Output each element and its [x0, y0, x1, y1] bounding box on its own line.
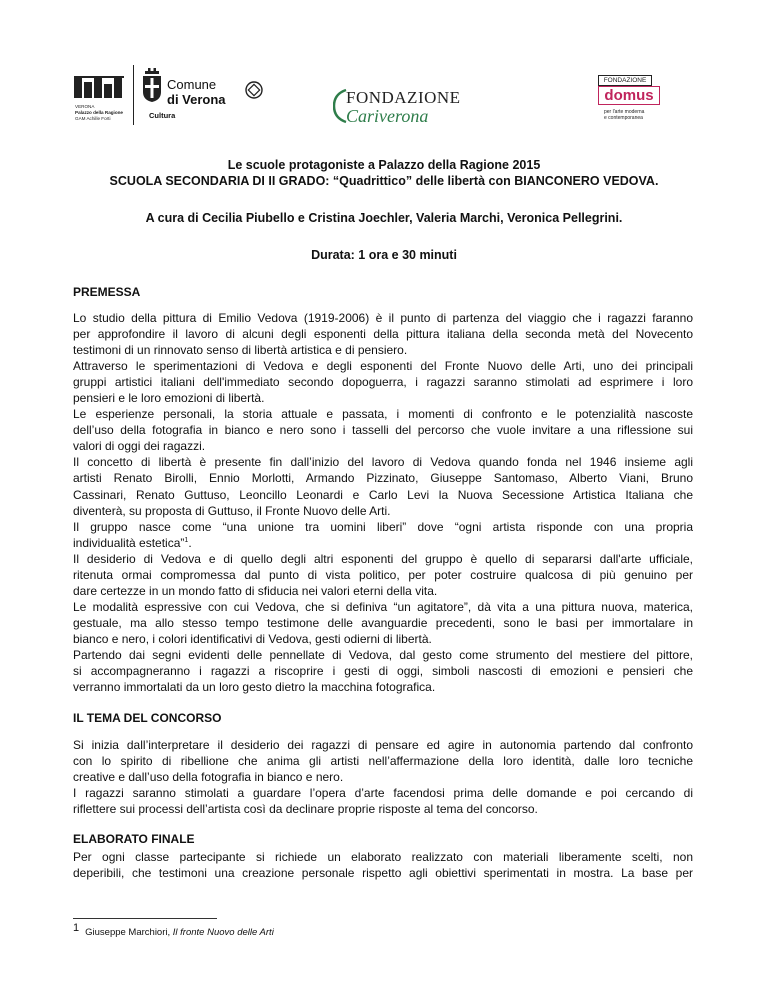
document-title: Le scuole protagoniste a Palazzo della Ragione 2015 — [227, 158, 541, 172]
document-subtitle: SCUOLA SECONDARIA DI II GRADO: “Quadrittico” delle libertà con BIANCONERO VEDOVA. — [109, 174, 659, 188]
footnote — [73, 922, 274, 938]
palazzo-della-ragione-mark-icon — [74, 76, 124, 98]
cariverona-wordmark: Cariverona — [346, 106, 429, 126]
unesco-heritage-icon — [245, 81, 263, 99]
fondazione-cariverona-logo — [333, 88, 483, 128]
premessa-heading: PREMESSA — [73, 285, 141, 299]
cariverona-mark-icon — [333, 88, 347, 124]
fondazione-domus-logo — [598, 72, 658, 132]
curators-line: A cura di Cecilia Piubello e Cristina Joechler, Valeria Marchi, Veronica Pellegrini. — [145, 211, 623, 225]
footnote-title: Il fronte Nuovo delle Arti — [172, 927, 274, 939]
footnote-ref[interactable]: 1 — [184, 536, 189, 544]
logo-divider — [133, 65, 134, 125]
tema-paragraph: Si inizia dall’interpretare il desiderio dei ragazzi di pensare ed agire in autonomia partendo dal confronto con lo spirito di ribellione che anima gli artisti nell’affermazione della loro identità, dalle loro tecniche creative e dall’uso della fotografia in bianco e nero. I ragazzi saranno stimolati a guardare l’opera d’arte facendosi prima delle domande e poi cercando di riflettere sui processi dell’artista così da declinare proprie risposte al tema del concorso. — [73, 738, 693, 817]
elaborato-heading: ELABORATO FINALE — [73, 832, 195, 846]
domus-fondazione-label: FONDAZIONE — [598, 75, 652, 86]
duration-line: Durata: 1 ora e 30 minuti — [311, 248, 457, 262]
domus-tagline: per l'arte moderna e contemporanea — [604, 109, 645, 121]
comune-di-verona-logo — [70, 62, 260, 132]
premessa-paragraph: Lo studio della pittura di Emilio Vedova (1919-2006) è il punto di partenza del viaggio che i ragazzi faranno per approfondire il lavoro di alcuni degli esponenti della pittura italiana della seconda metà del Novecento testimoni di un rinnovato senso di libertà artistica e di pensiero. Attraverso le sperimentazioni di Vedova e degli esponenti del Fronte Nuovo delle Arti, uno dei principali gruppi artistici italiani dell'immediato secondo dopoguerra, i ragazzi saranno stimolati ad esprimere i loro pensieri e le loro emozioni di libertà. Le esperienze personali, la storia attuale e passata, i momenti di confronto e le potenzialità nascoste dell’uso della fotografia in bianco e nero sono i tasselli del percorso che vuole invitare a una riflessione sui valori di oggi dei ragazzi. Il concetto di libertà è presente fin dall’inizio del lavoro di Vedova quando fonda nel 1946 insieme agli artisti Renato Birolli, Ennio Morlotti, Armando Pizzinato, Giuseppe Santomaso, Alberto Viani, Bruno Cassinari, Renato Guttuso, Leoncillo Leonardi e Carlo Levi la Nuova Secessione Artistica Italiana che diventerà, su proposta di Guttuso, il Fronte Nuovo delle Arti. Il gruppo nasce come “una unione tra uomini liberi” dove “ogni artista risponde con una propria individualità estetica”$^1$. Il desiderio di Vedova e di quello degli altri esponenti del gruppo è quello di separarsi dall'arte ufficiale, ritenuta ormai compromessa dal punto di vista politico, per poter costruire qualcosa di più genuino per dare certezze in un mondo fatto di sfiducia nei valori eterni della vita. Le modalità espressive con cui Vedova, che si definiva “un agitatore”, dà vita a una pittura nuova, materica, gestuale, ma allo stesso tempo testimone delle avanguardie precedenti, sono le basi per immortalare in bianco e nero, i colori identificativi di Vedova, gesti odierni di libertà. Partendo dai segni evidenti delle pennellate di Vedova, dal gesto come strumento del mestiere del pittore, si accompagneranno i ragazzi a riscoprire i gesti di oggi, simboli nascosti di emozioni e pensieri che verranno immortalati da un loro gesto dietro la macchina fotografica. — [73, 311, 693, 695]
footnote-number: 1 — [73, 922, 80, 934]
verona-crest-icon — [142, 68, 162, 102]
footnote-author: Giuseppe Marchiori, — [85, 927, 173, 939]
palazzo-della-ragione-label: VERONA Palazzo della Ragione GAM Achille Forti — [75, 104, 123, 121]
domus-wordmark: domus — [598, 86, 660, 105]
comune-di-verona-wordmark: Comune di Verona — [167, 77, 226, 107]
elaborato-paragraph: Per ogni classe partecipante si richiede un elaborato realizzato con materiali liberamente scelti, non deperibili, che testimoni una creazione personale rispetto agli obiettivi sperimentati in mostra. La base per — [73, 850, 693, 881]
cultura-label: Cultura — [149, 111, 176, 120]
fondazione-wordmark: FONDAZIONE — [346, 88, 461, 107]
tema-heading: IL TEMA DEL CONCORSO — [73, 711, 222, 725]
footnoted-line: individualità estetica”$^1$. — [73, 535, 192, 550]
footnote-separator — [73, 918, 217, 919]
logo-bar — [70, 62, 710, 132]
